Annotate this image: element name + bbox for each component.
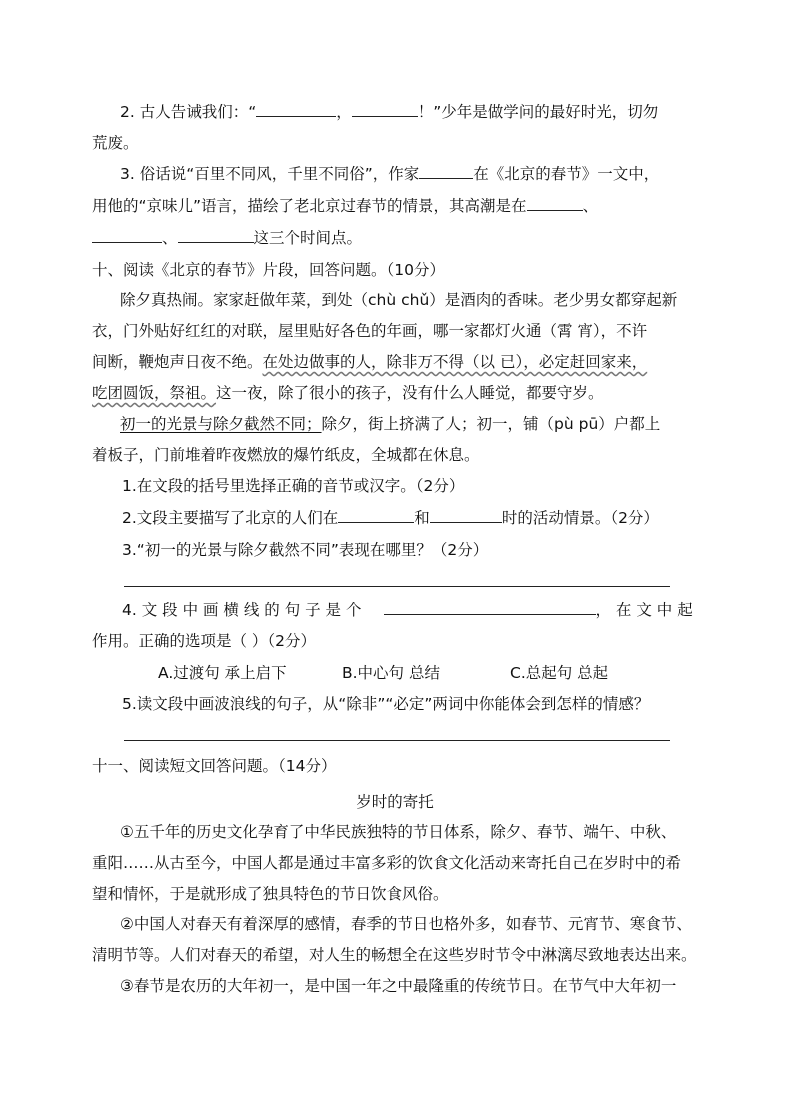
essay-line: ①五千年的历史文化孕育了中华民族独特的节日体系，除夕、春节、端午、中秋、 [120,823,677,841]
answer-line[interactable] [124,740,670,741]
q2-sep: ， [336,103,352,121]
essay-title: 岁时的寄托 [356,793,434,811]
question-4-line2: 作用。正确的选项是（ ）（2分） [92,632,317,650]
question-text: 和 [414,509,430,527]
answer-blank[interactable] [338,508,414,523]
q3-text-f: 这三个时间点。 [253,229,363,247]
question-5: 5.读文段中画波浪线的句子，从“除非”“必定”两词中你能体会到怎样的情感？ [122,695,650,713]
section-11-title: 十一、阅读短文回答问题。（14分） [92,757,337,775]
answer-blank[interactable] [419,164,473,179]
answer-blank[interactable] [527,196,583,211]
passage-text: 除夕，街上挤满了人；初一，铺（pù pū）户都上 [321,415,661,433]
passage-line [92,352,647,372]
answer-blank[interactable] [256,102,336,117]
q3-text-b: 在《北京的春节》一文中， [473,165,660,183]
wavy-underlined-sentence: 在处边做事的人，除非万不得（以 已），必定赶回家来， [262,353,648,371]
question-text: 时的活动情景。（2分） [501,509,659,527]
q2-text-b: ！”少年是做学问的最好时光，切勿 [417,103,659,121]
passage-line: 除夕真热闹。家家赶做年菜，到处（chù chǔ）是酒肉的香味。老少男女都穿起新 [120,291,678,309]
q3-text-c: 用他的“京味儿”语言，描绘了老北京过春节的情景，其高潮是在 [92,197,527,215]
passage-text: 间断，鞭炮声日夜不绝。 [92,353,263,371]
option-b[interactable]: B.中心句 总结 [342,664,440,682]
q2-line2: 荒废。 [92,134,139,152]
q3-text-d: 、 [582,197,599,215]
underlined-sentence: 初一的光景与除夕截然不同； [120,415,322,433]
question-text: 2.文段主要描写了北京的人们在 [122,509,339,527]
answer-blank[interactable] [92,228,162,243]
passage-line: 衣，门外贴好红红的对联，屋里贴好各色的年画，哪一家都灯火通（霄 宵），不许 [92,322,648,340]
question-text: 4. 文 段 中 画 横 线 的 句 子 是 个 [122,601,362,619]
q2-text-a: 2. 古人告诫我们：“ [120,103,257,121]
q3-line2 [92,196,598,216]
wavy-underlined-sentence: 吃团圆饭，祭祖。 [92,384,217,402]
essay-line: 望和情怀，于是就形成了独具特色的节日饮食风俗。 [92,885,449,903]
answer-blank[interactable] [384,600,596,615]
passage-line [92,383,604,403]
answer-blank[interactable] [178,228,254,243]
passage-line: 着板子，门前堆着昨夜燃放的爆竹纸皮，全城都在休息。 [92,446,480,464]
q3-line3 [92,228,362,248]
q3-text-a: 3. 俗话说“百里不同风，千里不同俗”，作家 [120,165,420,183]
answer-blank[interactable] [352,102,418,117]
q3-line1 [120,164,659,184]
essay-line: 清明节等。人们对春天的希望，对人生的畅想全在这些岁时节令中淋漓尽致地表达出来。 [92,946,697,964]
option-c[interactable]: C.总起句 总起 [510,664,609,682]
q2-line1 [120,102,658,122]
question-1: 1.在文段的括号里选择正确的音节或汉字。（2分） [122,477,465,495]
question-2 [122,508,659,528]
q3-text-e: 、 [162,229,178,247]
passage-text: 这一夜，除了很小的孩子，没有什么人睡觉，都要守岁。 [216,384,604,402]
essay-line: ③春节是农历的大年初一，是中国一年之中最隆重的传统节日。在节气中大年初一 [120,977,677,995]
answer-line[interactable] [124,586,670,587]
passage-line [120,414,660,434]
question-4 [122,600,693,620]
question-3: 3.“初一的光景与除夕截然不同”表现在哪里？（2分） [122,541,489,559]
essay-line: ②中国人对春天有着深厚的感情，春季的节日也格外多，如春节、元宵节、寒食节、 [120,915,692,933]
section-10-title: 十、阅读《北京的春节》片段，回答问题。（10分） [92,261,445,279]
essay-line: 重阳……从古至今，中国人都是通过丰富多彩的饮食文化活动来寄托自己在岁时中的希 [92,854,682,872]
answer-blank[interactable] [430,508,502,523]
option-a[interactable]: A.过渡句 承上启下 [158,664,287,682]
question-text: ， 在 文 中 起 [595,601,693,619]
